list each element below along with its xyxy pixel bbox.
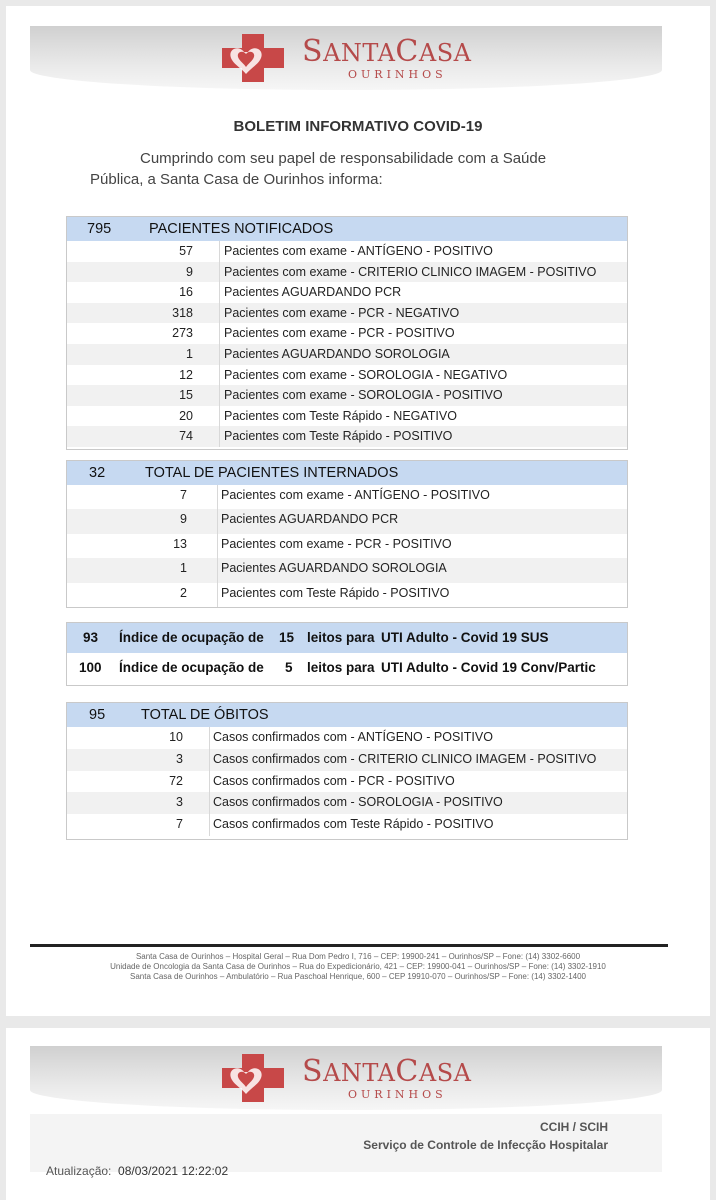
row-count: 318 — [172, 305, 193, 320]
table-row — [67, 262, 627, 283]
hospitalized-label: TOTAL DE PACIENTES INTERNADOS — [145, 465, 399, 481]
table-row — [67, 558, 627, 582]
page-title: BOLETIM INFORMATIVO COVID-19 — [233, 118, 483, 135]
deaths-total: 95 — [89, 707, 106, 723]
row-description: Pacientes com Teste Rápido - POSITIVO — [224, 429, 453, 444]
update-label: Atualização: — [46, 1164, 112, 1178]
row-count: 72 — [169, 773, 183, 788]
ccih-label: CCIH / SCIH — [539, 1120, 608, 1134]
table-row — [67, 534, 627, 558]
row-description: Pacientes AGUARDANDO SOROLOGIA — [221, 561, 447, 576]
intro-text — [90, 148, 590, 190]
occupancy-pct: 100 — [79, 660, 102, 675]
row-description: Pacientes com exame - SOROLOGIA - NEGATIVO — [224, 367, 508, 382]
table-row — [67, 485, 627, 509]
row-description: Pacientes com Teste Rápido - POSITIVO — [221, 585, 450, 600]
table-row — [67, 583, 627, 607]
table-row — [67, 771, 627, 793]
hospitalized-header — [67, 461, 627, 485]
row-count: 2 — [180, 585, 187, 600]
bulletin-page — [6, 6, 710, 1016]
row-description: Pacientes AGUARDANDO PCR — [221, 512, 399, 527]
row-count: 1 — [186, 346, 193, 361]
row-description: Pacientes com exame - SOROLOGIA - POSITIVO — [224, 388, 503, 403]
row-count: 12 — [179, 367, 193, 382]
notified-header — [67, 217, 627, 241]
table-row — [67, 385, 627, 406]
row-count: 7 — [180, 488, 187, 502]
icu-occupancy-table — [66, 622, 628, 686]
occupancy-beds: 5 — [285, 660, 293, 675]
red-cross-heart-icon — [220, 32, 288, 84]
notified-label: PACIENTES NOTIFICADOS — [149, 221, 334, 237]
occupancy-beds: 15 — [279, 630, 295, 645]
row-description: Casos confirmados com - PCR - POSITIVO — [213, 773, 455, 788]
footer-addresses — [6, 952, 710, 982]
table-row — [67, 749, 627, 771]
row-description: Pacientes com exame - ANTÍGENO - POSITIVO — [224, 244, 493, 258]
occupancy-unit: UTI Adulto - Covid 19 Conv/Partic — [381, 660, 596, 675]
notified-total: 795 — [87, 221, 112, 237]
logo-subtitle: OURINHOS — [348, 68, 447, 81]
row-count: 74 — [179, 429, 193, 444]
occupancy-text-beds: leitos para — [307, 630, 375, 645]
row-count: 1 — [180, 561, 187, 576]
logo-wordmark: SANTACASA — [302, 34, 472, 69]
occupancy-unit: UTI Adulto - Covid 19 SUS — [381, 630, 549, 645]
row-description: Pacientes com exame - PCR - POSITIVO — [221, 536, 452, 551]
row-description: Pacientes com Teste Rápido - NEGATIVO — [224, 408, 457, 423]
occupancy-text: Índice de ocupação de — [119, 630, 264, 645]
table-row — [67, 303, 627, 324]
header-banner — [30, 26, 662, 90]
update-value: 08/03/2021 12:22:02 — [118, 1164, 229, 1178]
table-row — [67, 792, 627, 814]
row-count: 7 — [176, 817, 183, 832]
footer-divider — [30, 944, 668, 947]
scih-label: Serviço de Controle de Infecção Hospitalar — [363, 1138, 608, 1152]
logo-subtitle: OURINHOS — [348, 1088, 447, 1101]
row-count: 3 — [176, 751, 183, 766]
occupancy-text: Índice de ocupação de — [119, 660, 264, 675]
deaths-table — [66, 702, 628, 840]
notified-patients-table — [66, 216, 628, 450]
header-banner — [30, 1046, 662, 1110]
row-description: Casos confirmados com Teste Rápido - POSITIVO — [213, 817, 494, 832]
row-count: 9 — [180, 512, 187, 527]
row-count: 16 — [179, 285, 193, 300]
occupancy-text-beds: leitos para — [307, 660, 375, 675]
row-count: 9 — [186, 264, 193, 279]
table-row — [67, 282, 627, 303]
red-cross-heart-icon — [220, 1052, 288, 1104]
table-row — [67, 365, 627, 386]
row-count: 57 — [179, 244, 193, 258]
row-count: 13 — [173, 536, 187, 551]
update-timestamp — [46, 1164, 228, 1178]
row-description: Pacientes com exame - ANTÍGENO - POSITIVO — [221, 488, 490, 502]
occupancy-pct: 93 — [83, 630, 99, 645]
row-description: Pacientes com exame - PCR - POSITIVO — [224, 326, 455, 341]
row-description: Pacientes com exame - CRITERIO CLINICO IMAGEM - POSITIVO — [224, 264, 597, 279]
row-description: Pacientes AGUARDANDO PCR — [224, 285, 402, 300]
table-row — [67, 406, 627, 427]
footer-line-1: Santa Casa de Ourinhos – Hospital Geral – Rua Dom Pedro I, 716 – CEP: 19900-241 – Ourinhos/SP – Fone: (14) 3302-6600 — [135, 952, 581, 961]
table-row — [67, 727, 627, 749]
icu-occupancy-row-conv — [67, 653, 627, 683]
row-count: 10 — [169, 730, 183, 744]
row-description: Casos confirmados com - ANTÍGENO - POSITIVO — [213, 730, 493, 744]
icu-occupancy-row-sus — [67, 623, 627, 653]
logo-wordmark: SANTACASA — [302, 1054, 472, 1089]
table-row — [67, 241, 627, 262]
second-page — [6, 1028, 710, 1200]
santa-casa-logo — [220, 1050, 490, 1106]
hospitalized-patients-table — [66, 460, 628, 608]
row-count: 3 — [176, 795, 183, 810]
row-description: Pacientes com exame - PCR - NEGATIVO — [224, 305, 460, 320]
deaths-header — [67, 703, 627, 727]
intro-line-2: Pública, a Santa Casa de Ourinhos informa: — [90, 171, 383, 188]
table-row — [67, 814, 627, 836]
row-count: 273 — [172, 326, 193, 341]
santa-casa-logo — [220, 30, 490, 86]
table-row — [67, 509, 627, 533]
hospitalized-total: 32 — [89, 465, 106, 481]
footer-line-3: Santa Casa de Ourinhos – Ambulatório – Rua Paschoal Henrique, 600 – CEP 19910-070 – Ourinhos/SP – Fone: (14) 3302-1400 — [130, 972, 586, 981]
table-row — [67, 323, 627, 344]
intro-line-1: Cumprindo com seu papel de responsabilidade com a Saúde — [140, 150, 547, 167]
row-description: Casos confirmados com - CRITERIO CLINICO IMAGEM - POSITIVO — [213, 751, 597, 766]
deaths-label: TOTAL DE ÓBITOS — [141, 707, 269, 723]
row-count: 20 — [179, 408, 193, 423]
table-row — [67, 344, 627, 365]
footer-line-2: Unidade de Oncologia da Santa Casa de Ourinhos – Rua do Expedicionário, 421 – CEP: 19900-041 – Ourinhos/SP – Fone: (14) 3302-1910 — [110, 962, 606, 971]
table-row — [67, 426, 627, 447]
row-count: 15 — [179, 388, 193, 403]
row-description: Casos confirmados com - SOROLOGIA - POSITIVO — [213, 795, 503, 810]
row-description: Pacientes AGUARDANDO SOROLOGIA — [224, 346, 450, 361]
